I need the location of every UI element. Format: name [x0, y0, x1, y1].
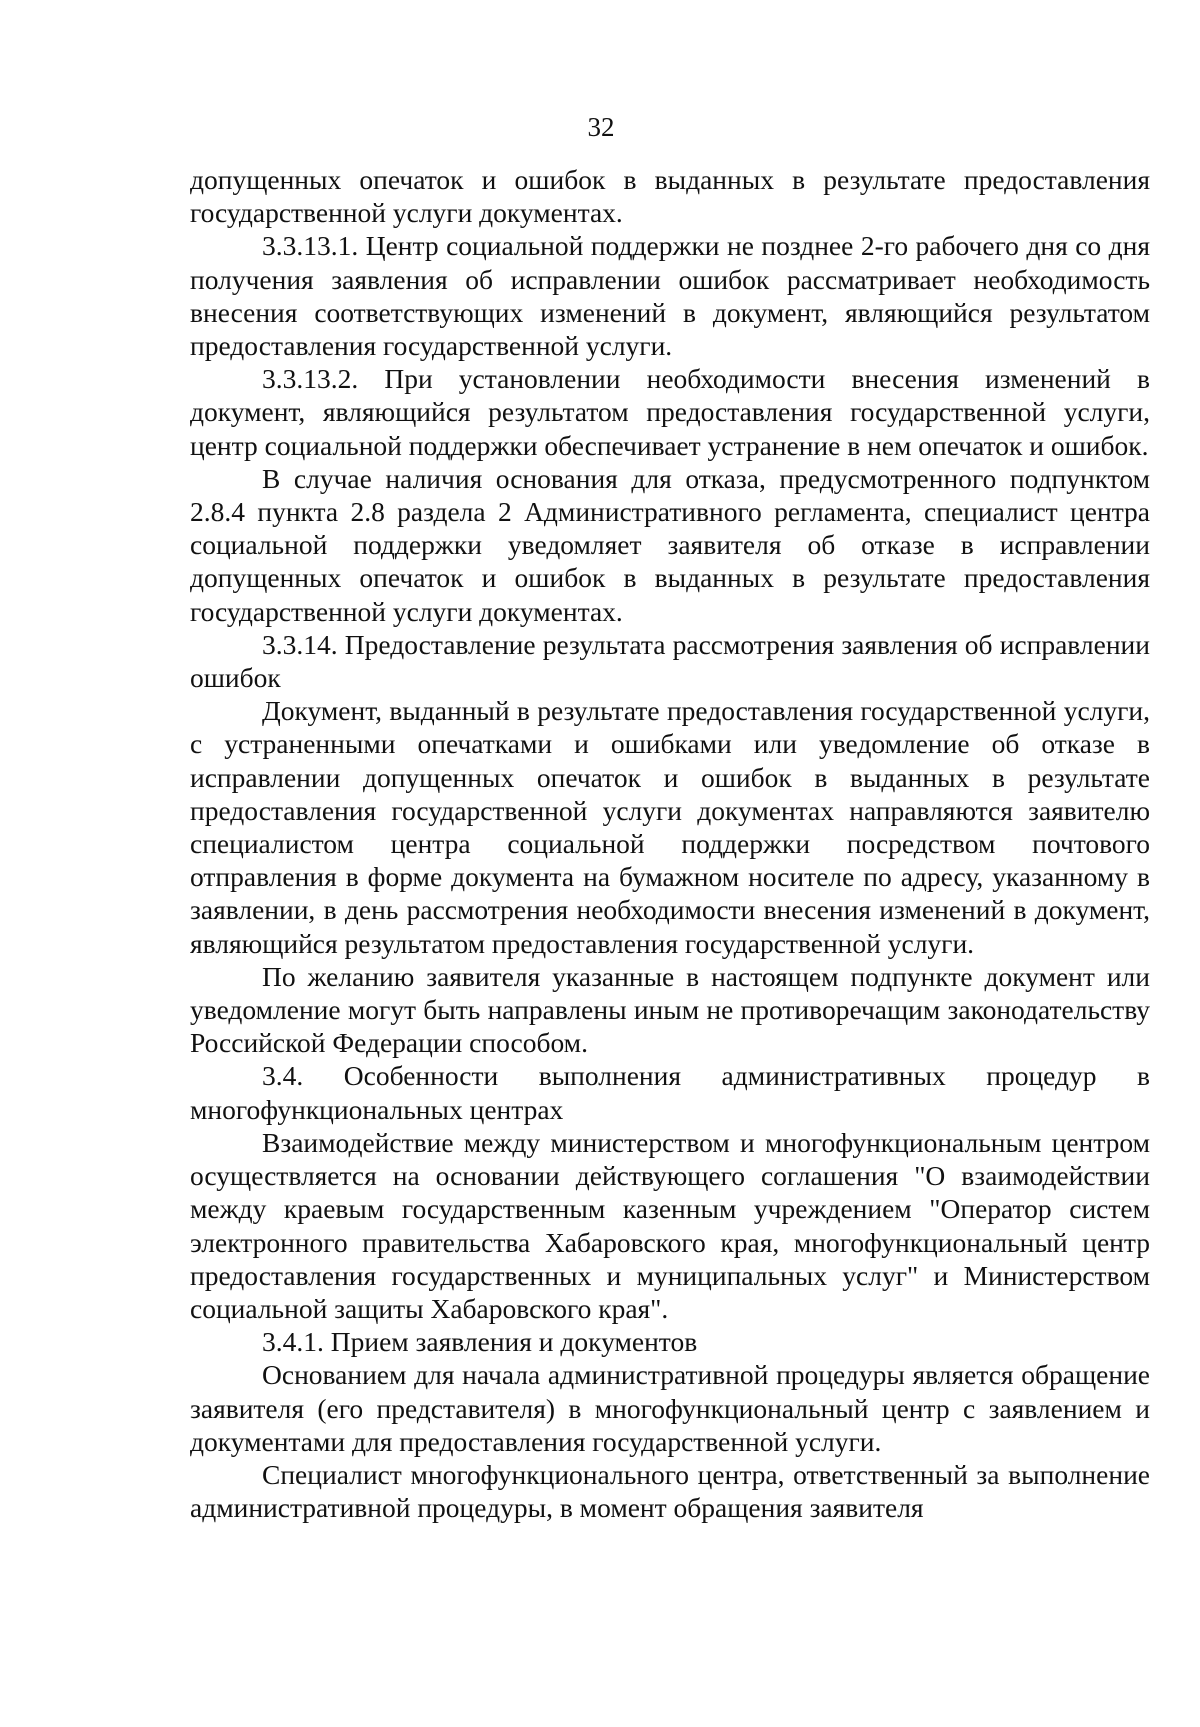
paragraph: Основанием для начала административной процедуры является обращение заявителя (его представителя) в многофункциональный центр с заявлением и документами для предоставления государственной услуги.	[190, 1359, 1150, 1457]
paragraph: По желанию заявителя указанные в настоящем подпункте документ или уведомление могут быть направлены иным не противоречащим законодательству Российской Федерации способом.	[190, 960, 1150, 1059]
paragraph: Специалист многофункционального центра, ответственный за выполнение административной процедуры, в момент обращения заявителя	[190, 1458, 1150, 1524]
section-heading: 3.4. Особенности выполнения административных процедур в многофункциональных центрах	[190, 1060, 1150, 1125]
paragraph: Документ, выданный в результате предоставления государственной услуги, с устраненными опечатками и ошибками или уведомление об отказе в исправлении допущенных опечаток и ошибок в выданных в результате предоставления государственной услуги документах направляются заявителю специалистом центра социальной поддержки посредством почтового отправления в форме документа на бумажном носителе по адресу, указанному в заявлении, в день рассмотрения необходимости внесения изменений в документ, являющийся результатом предоставления государственной услуги.	[190, 695, 1150, 959]
paragraph: допущенных опечаток и ошибок в выданных в результате предоставления государственной услуги документах.	[190, 164, 1150, 229]
section-heading: 3.4.1. Прием заявления и документов	[262, 1326, 698, 1358]
paragraph: В случае наличия основания для отказа, предусмотренного подпунктом 2.8.4 пункта 2.8 раздела 2 Административного регламента, специалист центра социальной поддержки уведомляет заявителя об отказе в исправлении допущенных опечаток и ошибок в выданных в результате предоставления государственной услуги документах.	[190, 462, 1150, 627]
paragraph: 3.3.13.1. Центр социальной поддержки не позднее 2-го рабочего дня со дня получения заявления об исправлении ошибок рассматривает необходимость внесения соответствующих изменений в документ, являющийся результатом предоставления государственной услуги.	[190, 230, 1150, 362]
section-heading: 3.3.14. Предоставление результата рассмотрения заявления об исправлении ошибок	[190, 628, 1150, 694]
paragraph: 3.3.13.2. При установлении необходимости внесения изменений в документ, являющийся результатом предоставления государственной услуги, центр социальной поддержки обеспечивает устранение в нем опечаток и ошибок.	[190, 363, 1150, 461]
document-body	[190, 163, 1150, 1524]
paragraph: Взаимодействие между министерством и многофункциональным центром осуществляется на основании действующего соглашения "О взаимодействии между краевым государственным казенным учреждением "Оператор систем электронного правительства Хабаровского края, многофункциональный центр предоставления государственных и муниципальных услуг" и Министерством социальной защиты Хабаровского края".	[190, 1126, 1150, 1324]
page-number: 32	[587, 112, 615, 142]
